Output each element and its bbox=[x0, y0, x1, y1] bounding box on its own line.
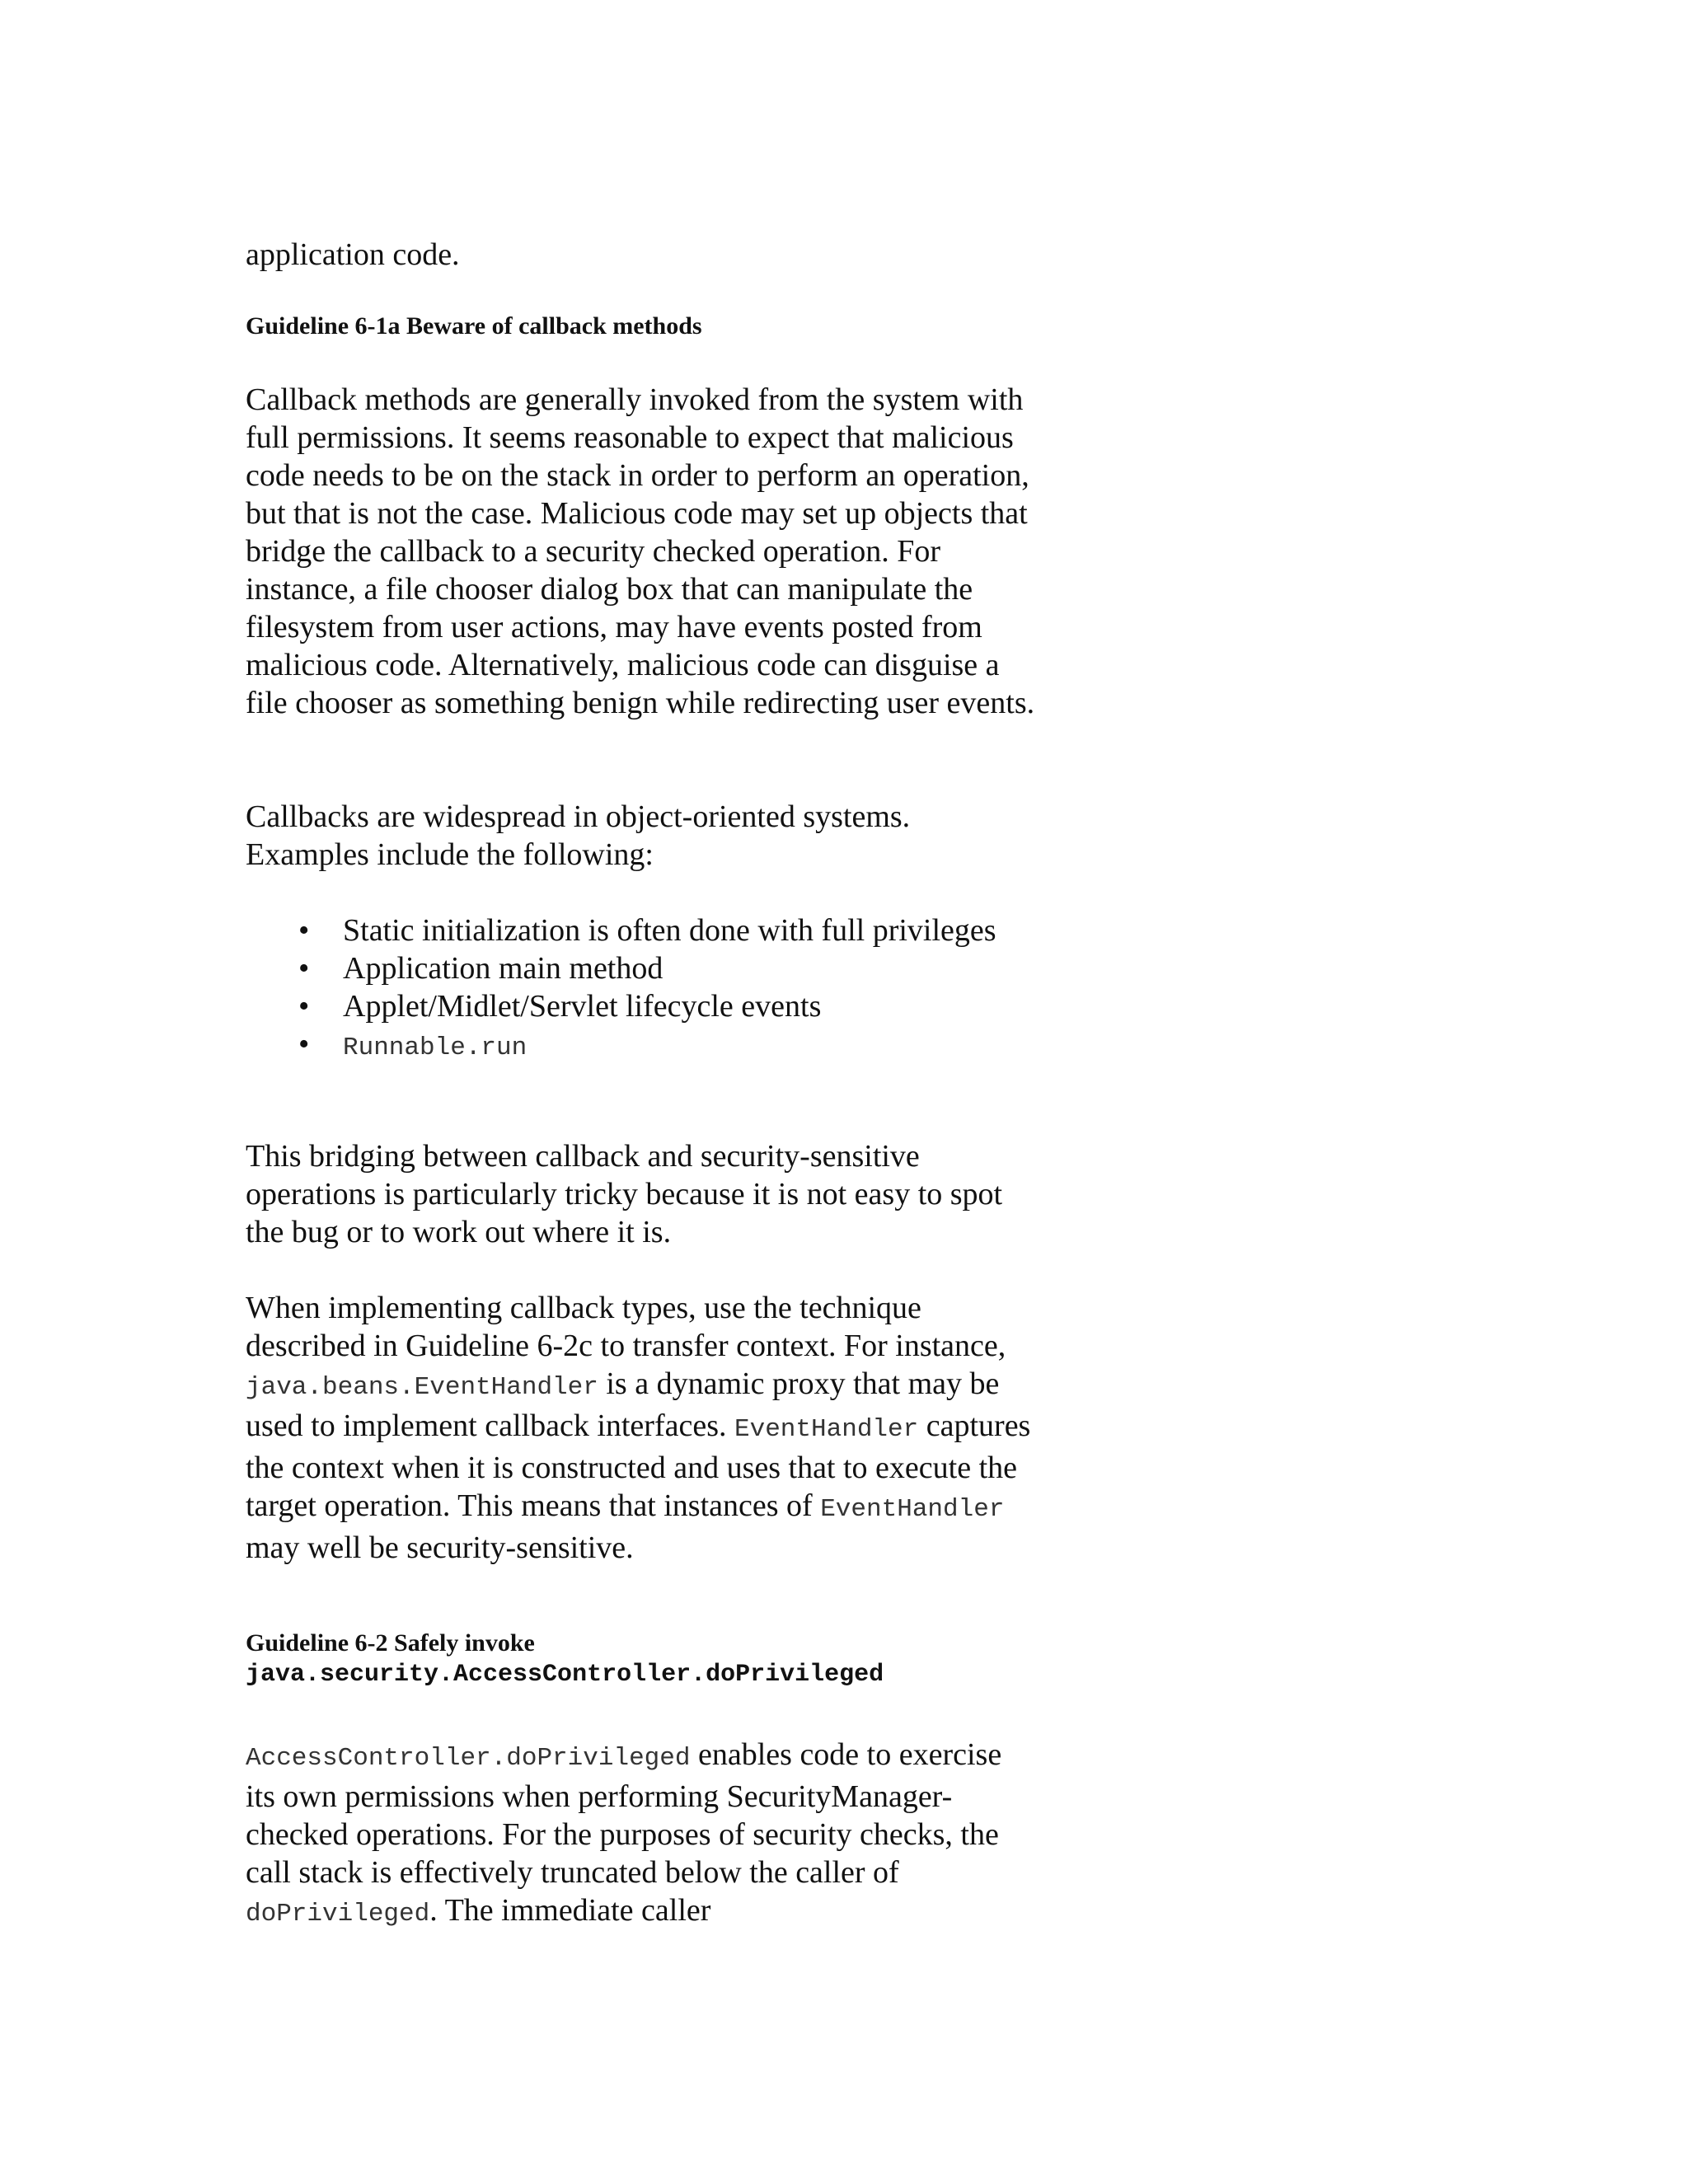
paragraph-text: enables code to exercise its own permissions when performing SecurityManager-checked operations. For the purposes of security checks, the call stack is effectively truncated below the caller of bbox=[246, 1737, 1002, 1890]
guideline-6-2-heading bbox=[246, 1629, 1037, 1690]
bullet-icon: • bbox=[298, 951, 310, 986]
inline-code: EventHandler bbox=[734, 1415, 919, 1444]
callback-paragraph-1: Callback methods are generally invoked from the system with full permissions. It seems reasonable to expect that malicious code needs to be on the stack in order to perform an operation, but that is not the case. Malicious code may set up objects that bridge the callback to a security checked operation. For instance, a file chooser dialog box that can manipulate the filesystem from user actions, may have events posted from malicious code. Alternatively, malicious code can disguise a file chooser as something benign while redirecting user events. bbox=[246, 382, 1035, 720]
list-item bbox=[246, 1025, 1037, 1067]
paragraph-text: is a dynamic proxy that may be used to implement callback interfaces. bbox=[246, 1366, 1000, 1443]
paragraph-text: captures the context when it is constructed and uses that to execute the target operation. This means that instances of bbox=[246, 1408, 1031, 1523]
inline-code: EventHandler bbox=[820, 1495, 1005, 1524]
inline-code: java.beans.EventHandler bbox=[246, 1373, 598, 1402]
bullet-icon: • bbox=[298, 989, 310, 1024]
paragraph-text: . The immediate caller bbox=[429, 1893, 711, 1928]
callback-examples-list bbox=[246, 912, 1037, 1067]
paragraph-text: When implementing callback types, use the technique described in Guideline 6-2c to transfer context. For instance, bbox=[246, 1291, 1006, 1363]
bullet-icon: • bbox=[298, 913, 310, 948]
continuation-text: application code. bbox=[246, 237, 460, 272]
list-item-text: Applet/Midlet/Servlet lifecycle events bbox=[343, 989, 822, 1024]
doprivileged-paragraph-1 bbox=[246, 1736, 1037, 1933]
list-item bbox=[246, 949, 1037, 987]
list-item bbox=[246, 912, 1037, 949]
heading-code: java.security.AccessController.doPrivileged bbox=[246, 1661, 884, 1689]
inline-code: doPrivileged bbox=[246, 1900, 430, 1929]
bullet-icon: • bbox=[298, 1027, 310, 1062]
list-item bbox=[246, 987, 1037, 1025]
heading-text: Guideline 6-2 Safely invoke bbox=[246, 1629, 535, 1657]
callback-paragraph-2: Callbacks are widespread in object-oriented systems. Examples include the following: bbox=[246, 799, 911, 872]
paragraph-text: may well be security-sensitive. bbox=[246, 1530, 634, 1565]
guideline-6-1a-heading: Guideline 6-1a Beware of callback methods bbox=[246, 312, 702, 340]
list-item-text: Static initialization is often done with full privileges bbox=[343, 913, 996, 948]
inline-code: AccessController.doPrivileged bbox=[246, 1744, 691, 1773]
list-item-code: Runnable.run bbox=[343, 1033, 528, 1062]
callback-paragraph-4 bbox=[246, 1289, 1037, 1567]
callback-paragraph-3: This bridging between callback and security-sensitive operations is particularly tricky because it is not easy to spot the bug or to work out where it is. bbox=[246, 1139, 1003, 1249]
list-item-text: Application main method bbox=[343, 951, 663, 986]
